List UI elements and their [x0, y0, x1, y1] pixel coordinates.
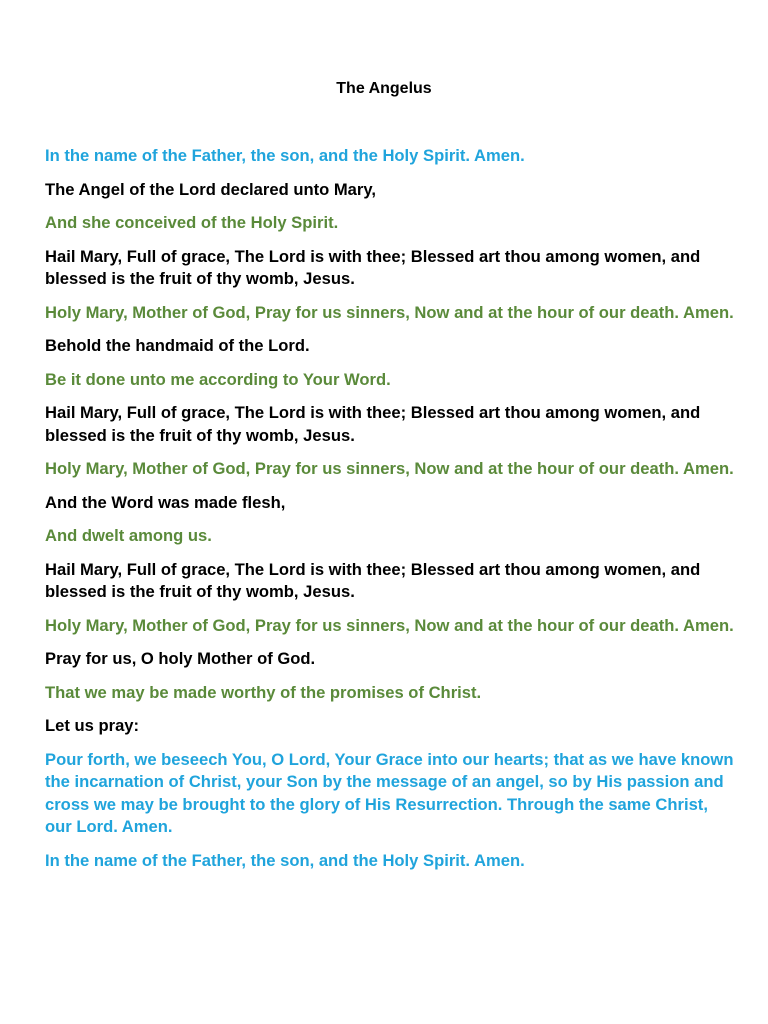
closing-sign-of-cross: In the name of the Father, the son, and the Holy Spirit. Amen.	[45, 850, 525, 870]
prayer-text	[45, 145, 735, 883]
versicle-2: Behold the handmaid of the Lord.	[45, 336, 310, 355]
opening-sign-of-cross: In the name of the Father, the son, and the Holy Spirit. Amen.	[45, 146, 525, 165]
versicle-4: Pray for us, O holy Mother of God.	[45, 649, 316, 668]
page-title: The Angelus	[336, 80, 432, 97]
versicle-3: And the Word was made flesh,	[45, 492, 286, 512]
hail-mary-3: Hail Mary, Full of grace, The Lord is with thee; Blessed art thou among women, and blessed is the fruit of thy womb, Jesus.	[45, 559, 701, 601]
let-us-pray: Let us pray:	[45, 716, 140, 735]
holy-mary-1: Holy Mary, Mother of God, Pray for us sinners, Now and at the hour of our death. Amen.	[45, 302, 734, 322]
response-3: And dwelt among us.	[45, 526, 212, 545]
closing-prayer: Pour forth, we beseech You, O Lord, Your Grace into our hearts; that as we have known the incarnation of Christ, your Son by the message of an angel, so by His passion and cross we may be brought to the glory of His Resurrection. Through the same Christ, our Lord. Amen.	[45, 749, 734, 836]
holy-mary-3: Holy Mary, Mother of God, Pray for us sinners, Now and at the hour of our death. Amen.	[45, 615, 734, 635]
holy-mary-2: Holy Mary, Mother of God, Pray for us sinners, Now and at the hour of our death. Amen.	[45, 459, 734, 478]
hail-mary-2: Hail Mary, Full of grace, The Lord is with thee; Blessed art thou among women, and blessed is the fruit of thy womb, Jesus.	[45, 403, 701, 445]
response-2: Be it done unto me according to Your Word.	[45, 369, 391, 389]
hail-mary-1: Hail Mary, Full of grace, The Lord is with thee; Blessed art thou among women, and blessed is the fruit of thy womb, Jesus.	[45, 246, 701, 288]
versicle-1: The Angel of the Lord declared unto Mary,	[45, 179, 376, 199]
response-1: And she conceived of the Holy Spirit.	[45, 213, 339, 232]
response-4: That we may be made worthy of the promises of Christ.	[45, 682, 482, 702]
